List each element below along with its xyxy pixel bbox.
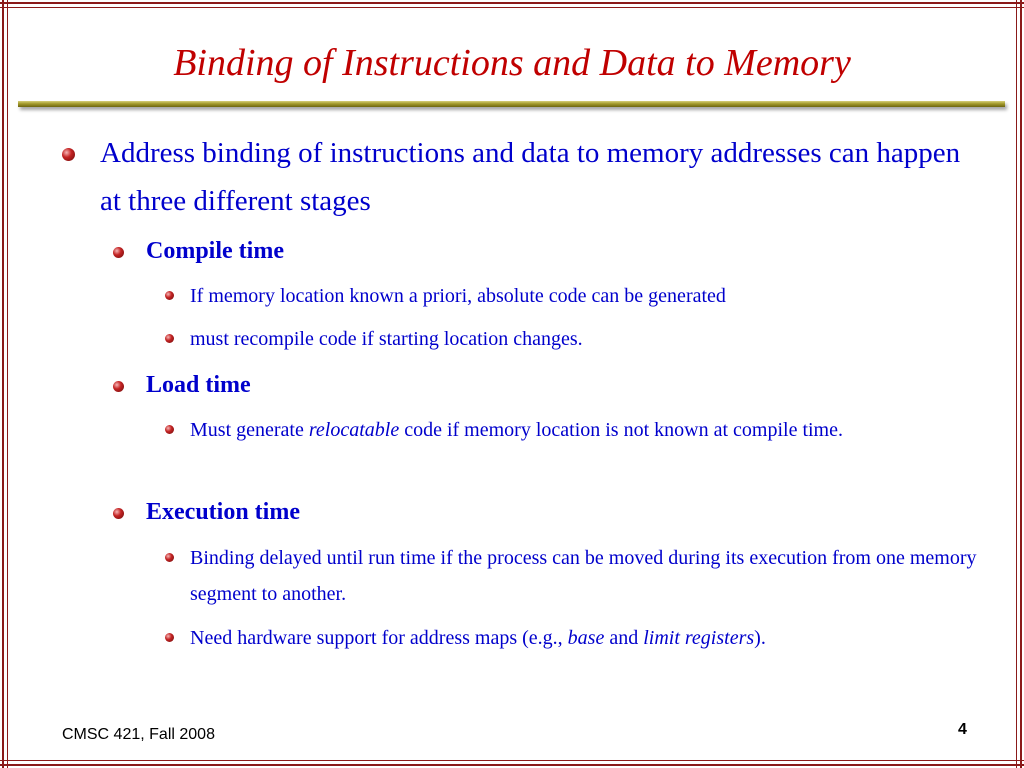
bullet-sphere-icon [165, 291, 174, 300]
bullet-sphere-icon [113, 247, 124, 258]
bullet-sphere-icon [62, 148, 75, 161]
bullet-sphere-icon [113, 381, 124, 392]
bullet-sphere-icon [165, 334, 174, 343]
bullet-sphere-icon [165, 553, 174, 562]
bullet-compile-point-2 [190, 321, 980, 357]
bullet-intro [100, 129, 980, 225]
bullet-execution-time [146, 497, 966, 527]
bullet-sphere-icon [113, 508, 124, 519]
exec-point-2-limit-registers: limit registers [643, 627, 755, 649]
exec-point-2-end: ). [754, 627, 766, 649]
bullet-compile-time [146, 236, 966, 266]
execution-point-2-text [190, 627, 766, 649]
exec-point-2-and: and [604, 627, 644, 649]
bullet-sphere-icon [165, 633, 174, 642]
bullet-intro-text: Address binding of instructions and data to memory addresses can happen at three different stages [100, 137, 961, 217]
compile-point-2-text: must recompile code if starting location changes. [190, 328, 583, 350]
slide-title: Binding of Instructions and Data to Memory [173, 42, 851, 84]
load-point-post: code if memory location is not known at compile time. [399, 419, 843, 441]
footer-course: CMSC 421, Fall 2008 [62, 726, 215, 743]
bullet-load-time [146, 370, 966, 400]
bullet-compile-point-1 [190, 278, 980, 314]
bullet-load-point [190, 412, 980, 448]
load-point-pre: Must generate [190, 419, 309, 441]
exec-point-2-a: Need hardware support for address maps (e.g., [190, 627, 568, 649]
compile-time-heading: Compile time [146, 238, 284, 264]
bullet-execution-point-1 [190, 540, 980, 612]
compile-point-1-text: If memory location known a priori, absolute code can be generated [190, 285, 726, 307]
bullet-sphere-icon [165, 425, 174, 434]
execution-point-1-text: Binding delayed until run time if the process can be moved during its execution from one memory segment to another. [190, 547, 977, 605]
bullet-execution-point-2 [190, 620, 980, 656]
load-point-text [190, 419, 843, 441]
load-point-emphasis: relocatable [308, 419, 400, 441]
load-time-heading: Load time [146, 372, 251, 398]
execution-time-heading: Execution time [146, 499, 300, 525]
footer-page-number: 4 [958, 721, 967, 738]
exec-point-2-base: base [567, 627, 605, 649]
